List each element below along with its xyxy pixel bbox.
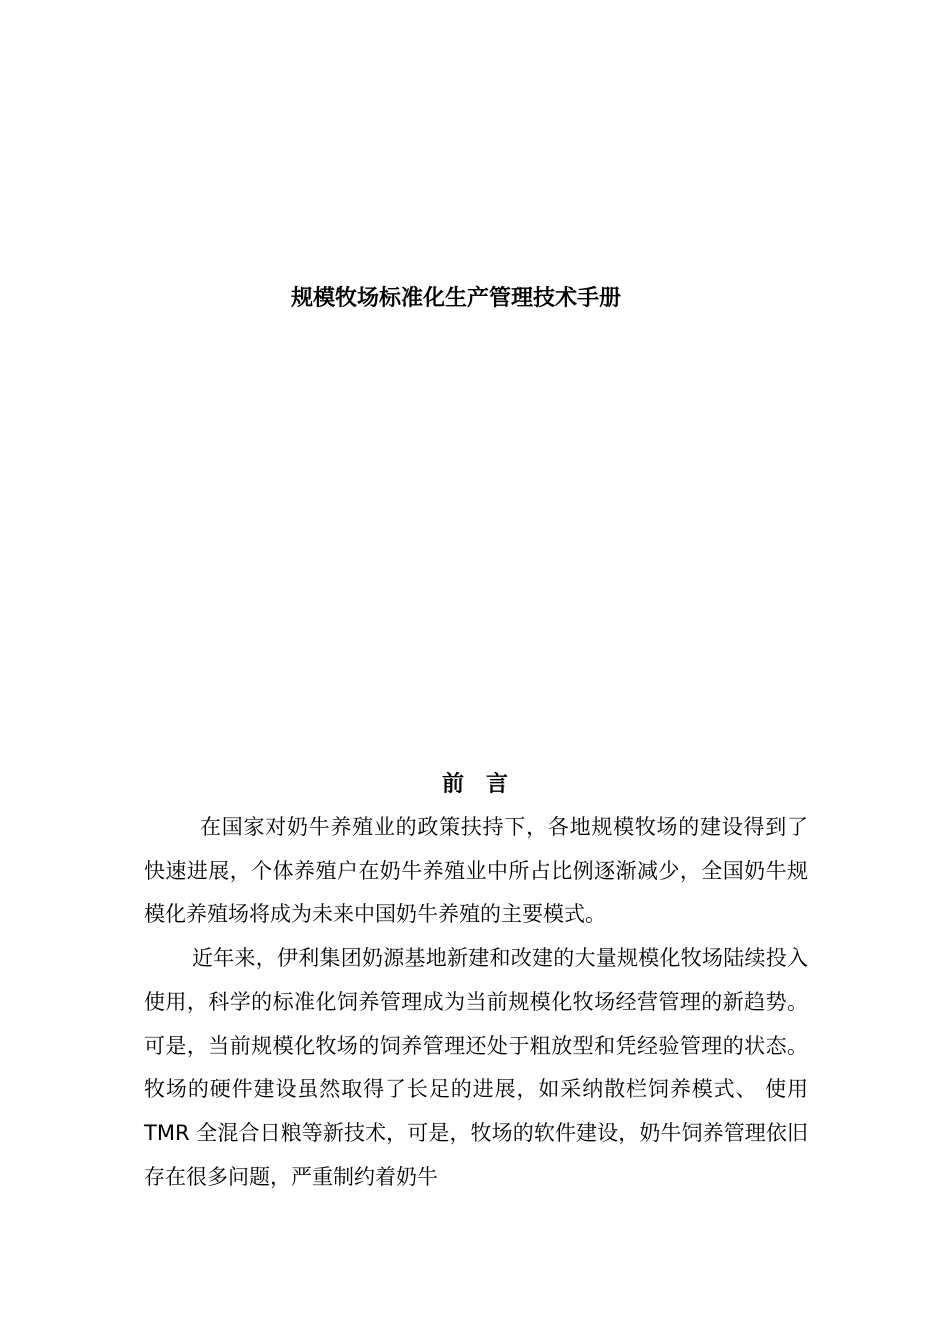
- preface-body: [144, 806, 808, 1199]
- preface-paragraph-1: 在国家对奶牛养殖业的政策扶持下，各地规模牧场的建设得到了快速进展，个体养殖户在奶牛养殖业中所占比例逐渐减少，全国奶牛规模化养殖场将成为未来中国奶牛养殖的主要模式。: [144, 815, 808, 927]
- document-title: 规模牧场标准化生产管理技术手册: [290, 286, 621, 311]
- section-heading-preface: 前 言: [441, 772, 508, 797]
- preface-paragraph-2: 近年来，伊利集团奶源基地新建和改建的大量规模化牧场陆续投入使用，科学的标准化饲养管理成为当前规模化牧场经营管理的新趋势。可是，当前规模化牧场的饲养管理还处于粗放型和凭经验管理的状态。牧场的硬件建设虽然取得了长足的进展，如采纳散栏饲养模式、 使用 TMR 全混合日粮等新技术，可是，牧场的软件建设，奶牛饲养管理依旧存在很多问题，严重制约着奶牛: [144, 946, 808, 1189]
